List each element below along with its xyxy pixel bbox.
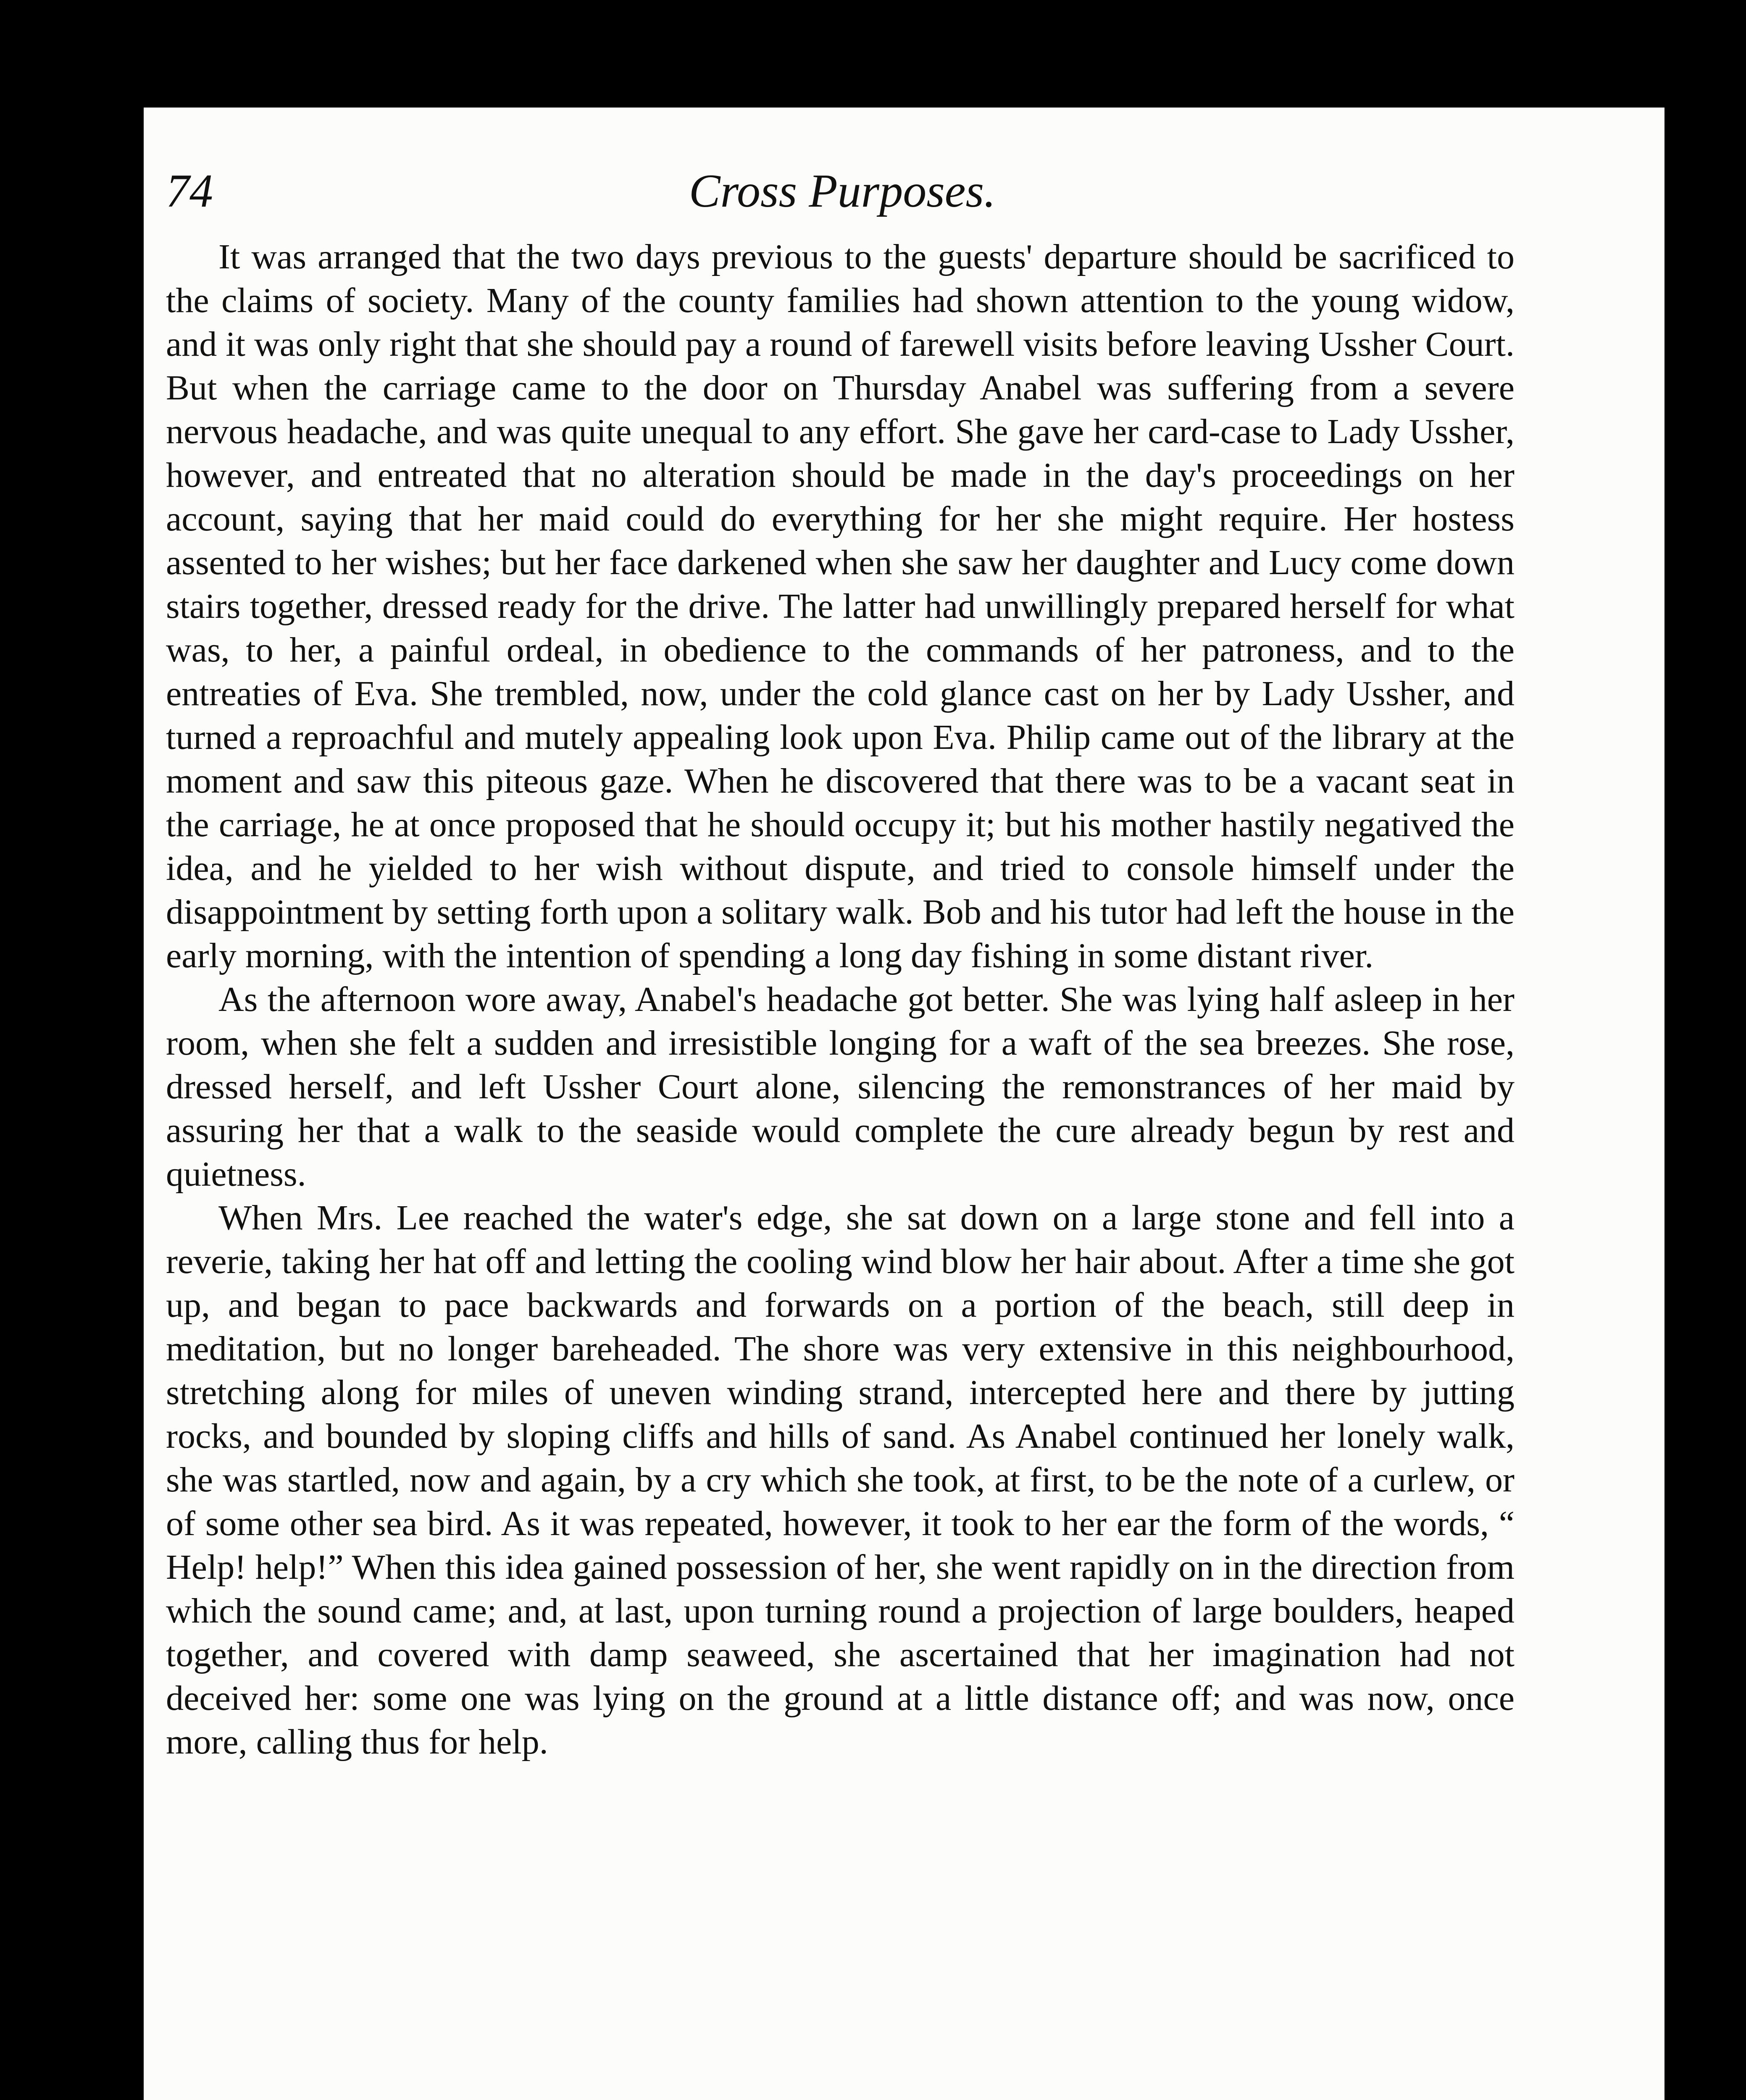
page-header	[166, 151, 1519, 231]
paragraph-1: It was arranged that the two days previous to the guests' departure should be sacrificed to the claims of society. Many of the county families had shown attention to the young widow, and it was only right that she should pay a round of farewell visits before leaving Ussher Court. But when the carriage came to the door on Thursday Anabel was suffering from a severe nervous headache, and was quite unequal to any effort. She gave her card-case to Lady Ussher, however, and entreated that no alteration should be made in the day's proceedings on her account, saying that her maid could do everything for her she might require. Her hostess assented to her wishes; but her face darkened when she saw her daughter and Lucy come down stairs together, dressed ready for the drive. The latter had unwillingly prepared herself for what was, to her, a painful ordeal, in obedience to the commands of her patroness, and to the entreaties of Eva. She trembled, now, under the cold glance cast on her by Lady Ussher, and turned a reproachful and mutely appealing look upon Eva. Philip came out of the library at the moment and saw this piteous gaze. When he discovered that there was to be a vacant seat in the carriage, he at once proposed that he should occupy it; but his mother hastily negatived the idea, and he yielded to her wish without dispute, and tried to console himself under the disappointment by setting forth upon a solitary walk. Bob and his tutor had left the house in the early morning, with the intention of spending a long day fishing in some distant river.	[166, 237, 1515, 975]
page-number: 74	[166, 165, 213, 217]
running-title: Cross Purposes.	[689, 165, 996, 217]
paragraph-3: When Mrs. Lee reached the water's edge, she sat down on a large stone and fell into a reverie, taking her hat off and letting the cooling wind blow her hair about. After a time she got up, and began to pace backwards and forwards on a portion of the beach, still deep in meditation, but no longer bareheaded. The shore was very extensive in this neighbourhood, stretching along for miles of uneven winding strand, intercepted here and there by jutting rocks, and bounded by sloping cliffs and hills of sand. As Anabel continued her lonely walk, she was startled, now and again, by a cry which she took, at first, to be the note of a curlew, or of some other sea bird. As it was repeated, however, it took to her ear the form of the words, “ Help! help!” When this idea gained possession of her, she went rapidly on in the direction from which the sound came; and, at last, upon turning round a projection of large boulders, heaped together, and covered with damp seaweed, she ascertained that her imagination had not deceived her: some one was lying on the ground at a little distance off; and was now, once more, calling thus for help.	[166, 1198, 1515, 1761]
body-text	[166, 235, 1515, 1764]
paragraph-2: As the afternoon wore away, Anabel's headache got better. She was lying half asleep in her room, when she felt a sudden and irresistible longing for a waft of the sea breezes. She rose, dressed herself, and left Ussher Court alone, silencing the remonstrances of her maid by assuring her that a walk to the seaside would complete the cure already begun by rest and quietness.	[166, 980, 1515, 1194]
